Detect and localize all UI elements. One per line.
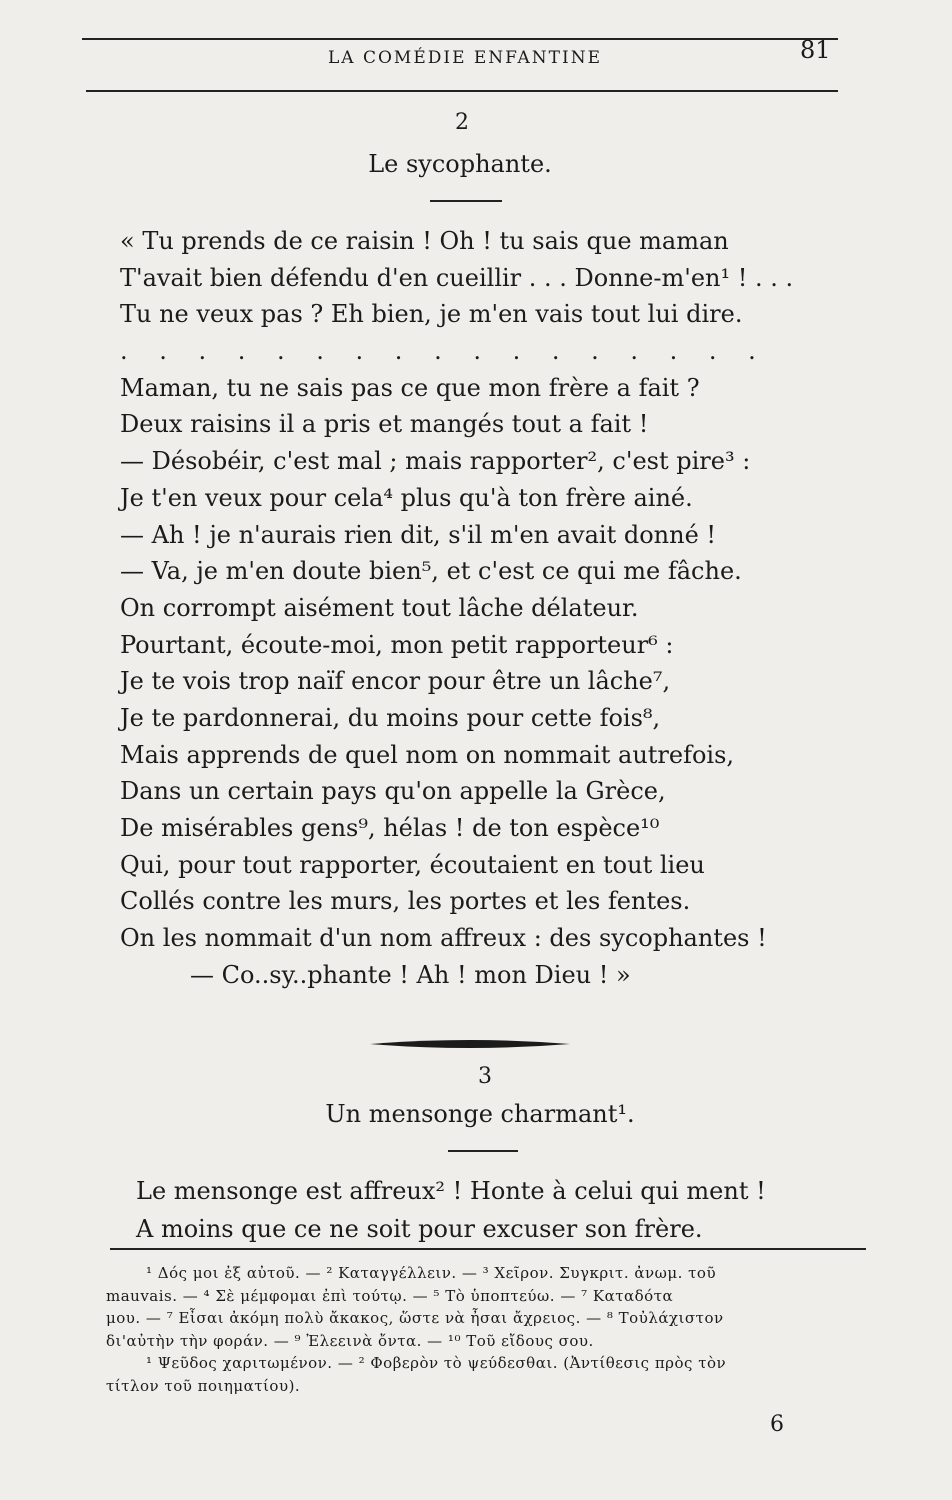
footnote-line: τίτλον τοῦ ποιηματίου). bbox=[106, 1376, 301, 1395]
verse-line: Maman, tu ne sais pas ce que mon frère a fait ? bbox=[120, 373, 700, 402]
verse-line: — Ah ! je n'aurais rien dit, s'il m'en avait donné ! bbox=[120, 520, 717, 549]
verse-line: — Co..sy..phante ! Ah ! mon Dieu ! » bbox=[190, 960, 631, 989]
section-number: 3 bbox=[478, 1064, 492, 1089]
verse-line: T'avait bien défendu d'en cueillir . . . Donne-m'en¹ ! . . . bbox=[120, 263, 794, 292]
footnotes bbox=[106, 1262, 866, 1398]
poem-mensonge bbox=[136, 1172, 856, 1248]
verse-line: Tu ne veux pas ? Eh bien, je m'en vais tout lui dire. bbox=[120, 300, 743, 329]
section-title: Le sycophante. bbox=[368, 150, 552, 178]
verse-line: De misérables gens⁹, hélas ! de ton espèce¹⁰ bbox=[120, 814, 660, 842]
verse-line: On corrompt aisément tout lâche délateur. bbox=[120, 593, 639, 622]
footnote-line: mauvais. — ⁴ Σὲ μέμφομαι ἐπὶ τούτῳ. — ⁵ Τὸ ὑποπτεύω. — ⁷ Καταδότα bbox=[106, 1286, 674, 1305]
verse-line: Collés contre les murs, les portes et les fentes. bbox=[120, 887, 691, 916]
title-divider bbox=[430, 200, 502, 202]
verse-line: Je te vois trop naïf encor pour être un lâche⁷, bbox=[120, 667, 671, 696]
verse-line: Le mensonge est affreux² ! Honte à celui qui ment ! bbox=[136, 1177, 766, 1205]
verse-line: On les nommait d'un nom affreux : des sycophantes ! bbox=[120, 924, 767, 953]
section-title: Un mensonge charmant¹. bbox=[325, 1100, 635, 1128]
footnote-line: μου. — ⁷ Εἶσαι ἀκόμη πολὺ ἄκακος, ὥστε νὰ ἦσαι ἄχρειος. — ⁸ Τοὐλάχιστον bbox=[106, 1309, 724, 1328]
footnote-line: ¹ Δός μοι ἐξ αὐτοῦ. — ² Καταγγέλλειν. — ³ Χεῖρον. Συγκριτ. ἀνωμ. τοῦ bbox=[146, 1264, 717, 1282]
footnote-line: δι'αὐτὴν τὴν φοράν. — ⁹ Ἐλεεινὰ ὄντα. — ¹⁰ Τοῦ εἴδους σου. bbox=[106, 1331, 594, 1350]
ornament-divider-icon bbox=[370, 1036, 570, 1052]
verse-line: — Désobéir, c'est mal ; mais rapporter², c'est pire³ : bbox=[120, 447, 751, 476]
verse-line: A moins que ce ne soit pour excuser son frère. bbox=[136, 1215, 703, 1243]
verse-line: Deux raisins il a pris et mangés tout a fait ! bbox=[120, 410, 649, 439]
header-top-rule bbox=[82, 38, 838, 40]
verse-line: Pourtant, écoute-moi, mon petit rapporteur⁶ : bbox=[120, 630, 674, 659]
elision-dots: . . . . . . . . . . . . . . . . . bbox=[120, 337, 768, 366]
running-title: LA COMÉDIE ENFANTINE bbox=[328, 48, 602, 68]
verse-line: — Va, je m'en doute bien⁵, et c'est ce qui me fâche. bbox=[120, 557, 742, 586]
footnote-rule bbox=[110, 1248, 866, 1250]
verse-line: Je t'en veux pour cela⁴ plus qu'à ton frère ainé. bbox=[120, 483, 693, 512]
verse-line: Dans un certain pays qu'on appelle la Grèce, bbox=[120, 777, 666, 806]
section-number: 2 bbox=[455, 110, 469, 135]
verse-line: Je te pardonnerai, du moins pour cette fois⁸, bbox=[120, 703, 661, 732]
poem-sycophante bbox=[120, 223, 840, 993]
verse-line: Mais apprends de quel nom on nommait autrefois, bbox=[120, 740, 735, 769]
footnote-line: ¹ Ψεῦδος χαριτωμένον. — ² Φοβερὸν τὸ ψεύδεσθαι. (Ἀντίθεσις πρὸς τὸν bbox=[146, 1354, 727, 1373]
header-bottom-rule bbox=[86, 90, 838, 92]
signature-mark: 6 bbox=[770, 1412, 784, 1437]
verse-line: « Tu prends de ce raisin ! Oh ! tu sais que maman bbox=[120, 227, 729, 255]
title-divider bbox=[448, 1150, 518, 1152]
verse-line: Qui, pour tout rapporter, écoutaient en tout lieu bbox=[120, 850, 705, 879]
page-number: 81 bbox=[800, 36, 831, 64]
